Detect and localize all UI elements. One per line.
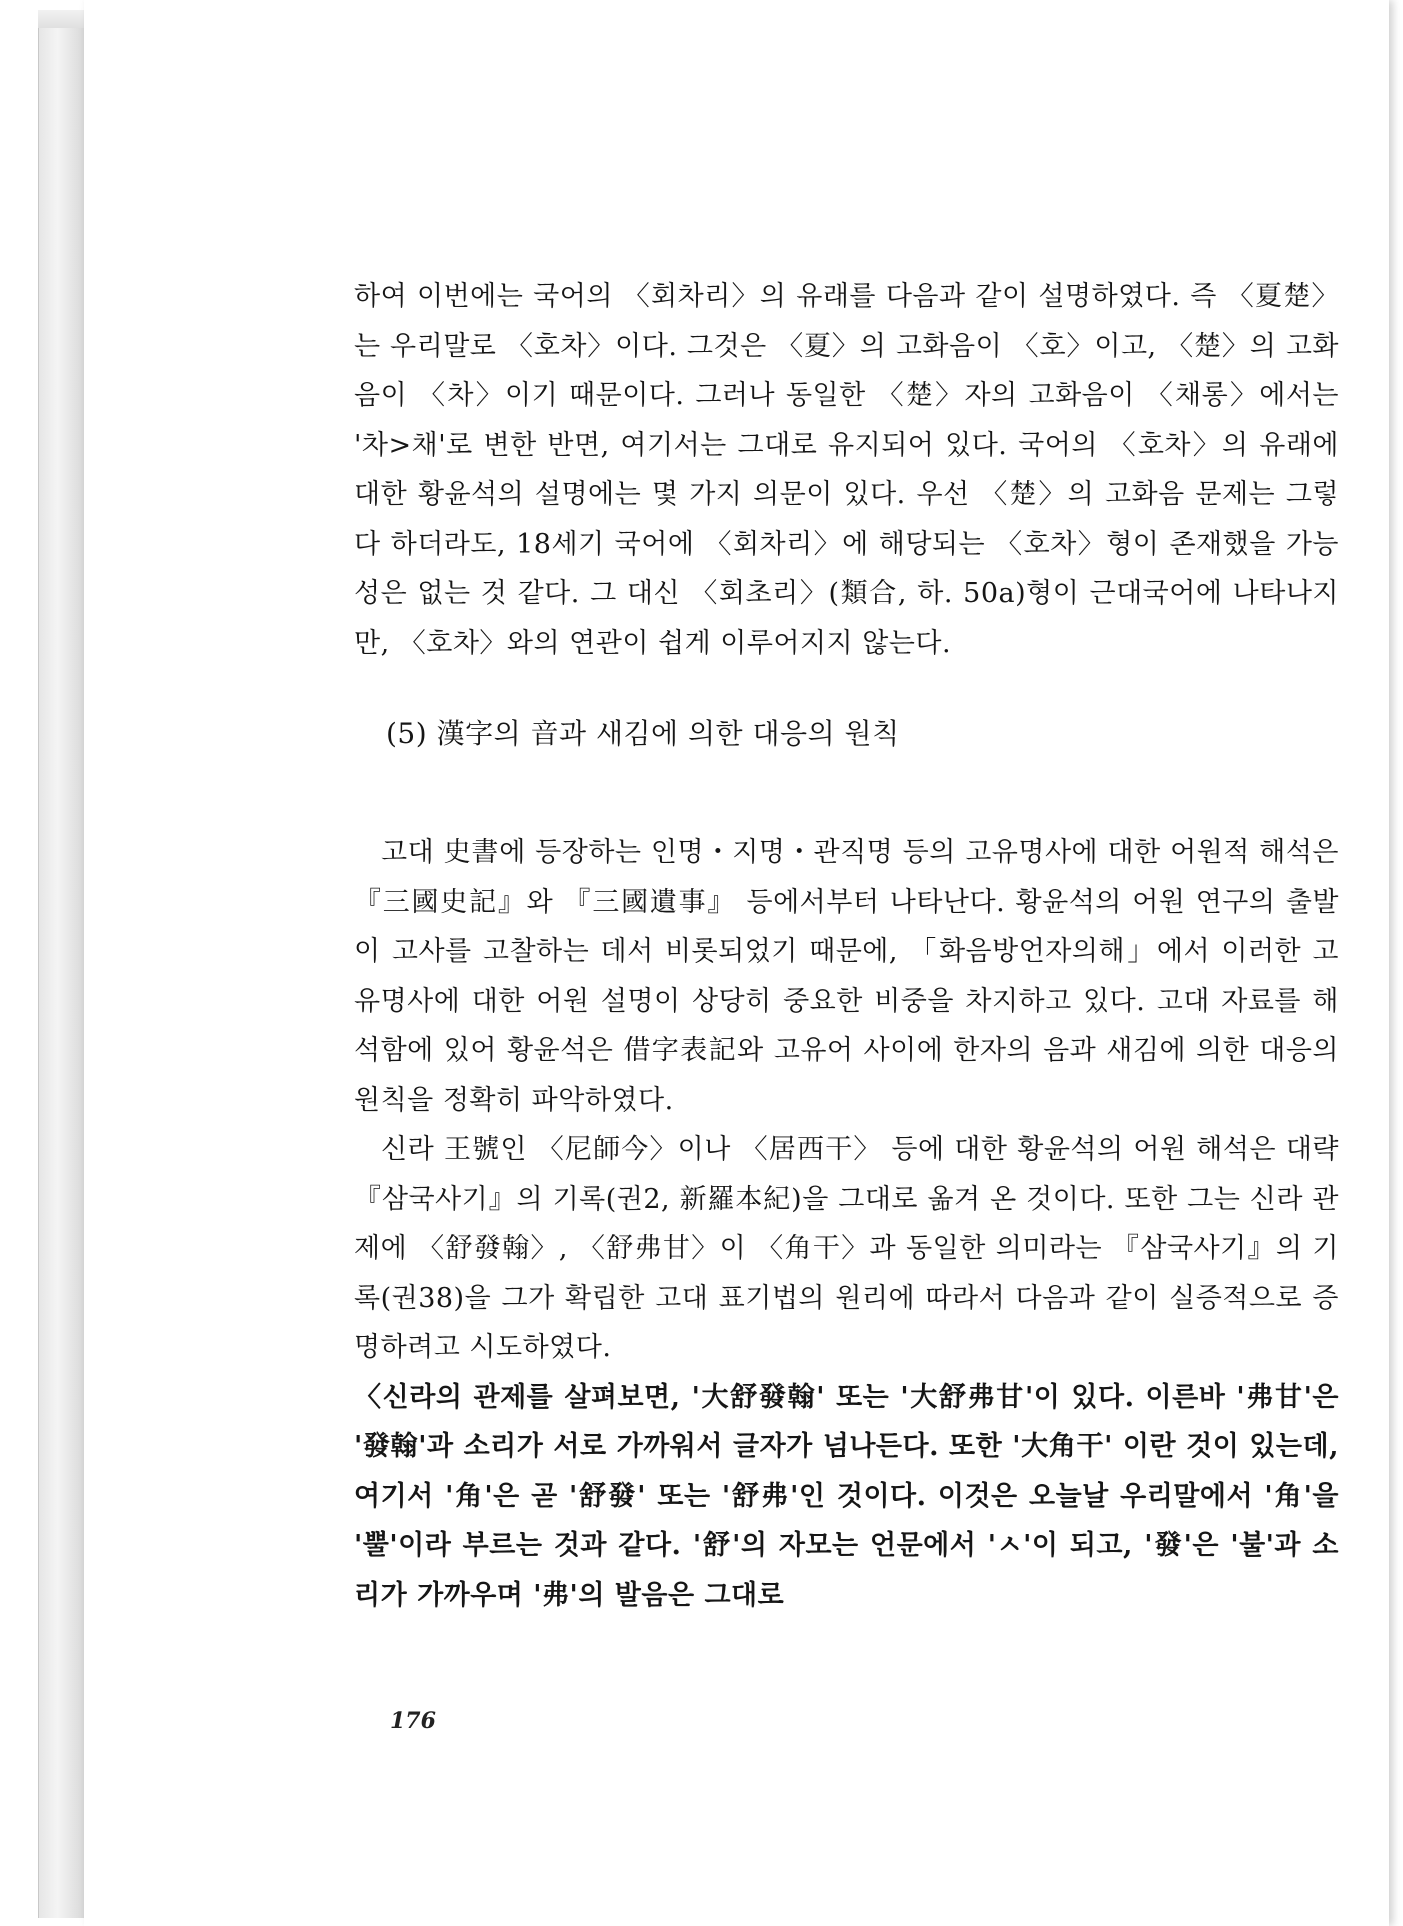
book-page <box>84 0 1389 1926</box>
page-number: 176 <box>390 1708 436 1734</box>
paragraph-quotation: 〈신라의 관제를 살펴보면, '大舒發翰' 또는 '大舒弗甘'이 있다. 이른바 '弗甘'은 '發翰'과 소리가 서로 가까워서 글자가 넘나든다. 또한 '大角干' 이란 것이 있는데, 여기서 '角'은 곧 '舒發' 또는 '舒弗'인 것이다. 이것은 오늘날 우리말에서 '角'을 '뿔'이라 부르는 것과 같다. '舒'의 자모는 언문에서 'ㅅ'이 되고, '發'은 '불'과 소리가 가까우며 '弗'의 발음은 그대로 <box>354 1381 1339 1611</box>
paragraph-ancient-history: 고대 史書에 등장하는 인명・지명・관직명 등의 고유명사에 대한 어원적 해석은 『三國史記』와 『三國遺事』 등에서부터 나타난다. 황윤석의 어원 연구의 출발이 고사를 고찰하는 데서 비롯되었기 때문에, 「화음방언자의해」에서 이러한 고유명사에 대한 어원 설명이 상당히 중요한 비중을 차지하고 있다. 고대 자료를 해석함에 있어 황윤석은 借字表記와 고유어 사이에 한자의 음과 새김에 의한 대응의 원칙을 정확히 파악하였다. <box>354 837 1339 1116</box>
page-content <box>354 272 1339 1620</box>
paragraph-hwoechari: 하여 이번에는 국어의 〈회차리〉의 유래를 다음과 같이 설명하였다. 즉 〈夏楚〉는 우리말로 〈호차〉이다. 그것은 〈夏〉의 고화음이 〈호〉이고, 〈楚〉의 고화음이 〈차〉이기 때문이다. 그러나 동일한 〈楚〉자의 고화음이 〈채롱〉에서는 '차>채'로 변한 반면, 여기서는 그대로 유지되어 있다. 국어의 〈호차〉의 유래에 대한 황윤석의 설명에는 몇 가지 의문이 있다. 우선 〈楚〉의 고화음 문제는 그렇다 하더라도, 18세기 국어에 〈회차리〉에 해당되는 〈호차〉형이 존재했을 가능성은 없는 것 같다. 그 대신 〈회초리〉(類合, 하. 50a)형이 근대국어에 나타나지만, 〈호차〉와의 연관이 쉽게 이루어지지 않는다. <box>354 281 1339 659</box>
section-heading: (5) 漢字의 音과 새김에 의한 대응의 원칙 <box>386 717 900 750</box>
paragraph-silla-king-titles: 신라 王號인 〈尼師今〉이나 〈居西干〉 등에 대한 황윤석의 어원 해석은 대략 『삼국사기』의 기록(권2, 新羅本紀)을 그대로 옮겨 온 것이다. 또한 그는 신라 관제에 〈舒發翰〉, 〈舒弗甘〉이 〈角干〉과 동일한 의미라는 『삼국사기』의 기록(권38)을 그가 확립한 고대 표기법의 원리에 따라서 다음과 같이 실증적으로 증명하려고 시도하였다. <box>354 1134 1339 1363</box>
book-page-edge <box>38 28 87 1918</box>
